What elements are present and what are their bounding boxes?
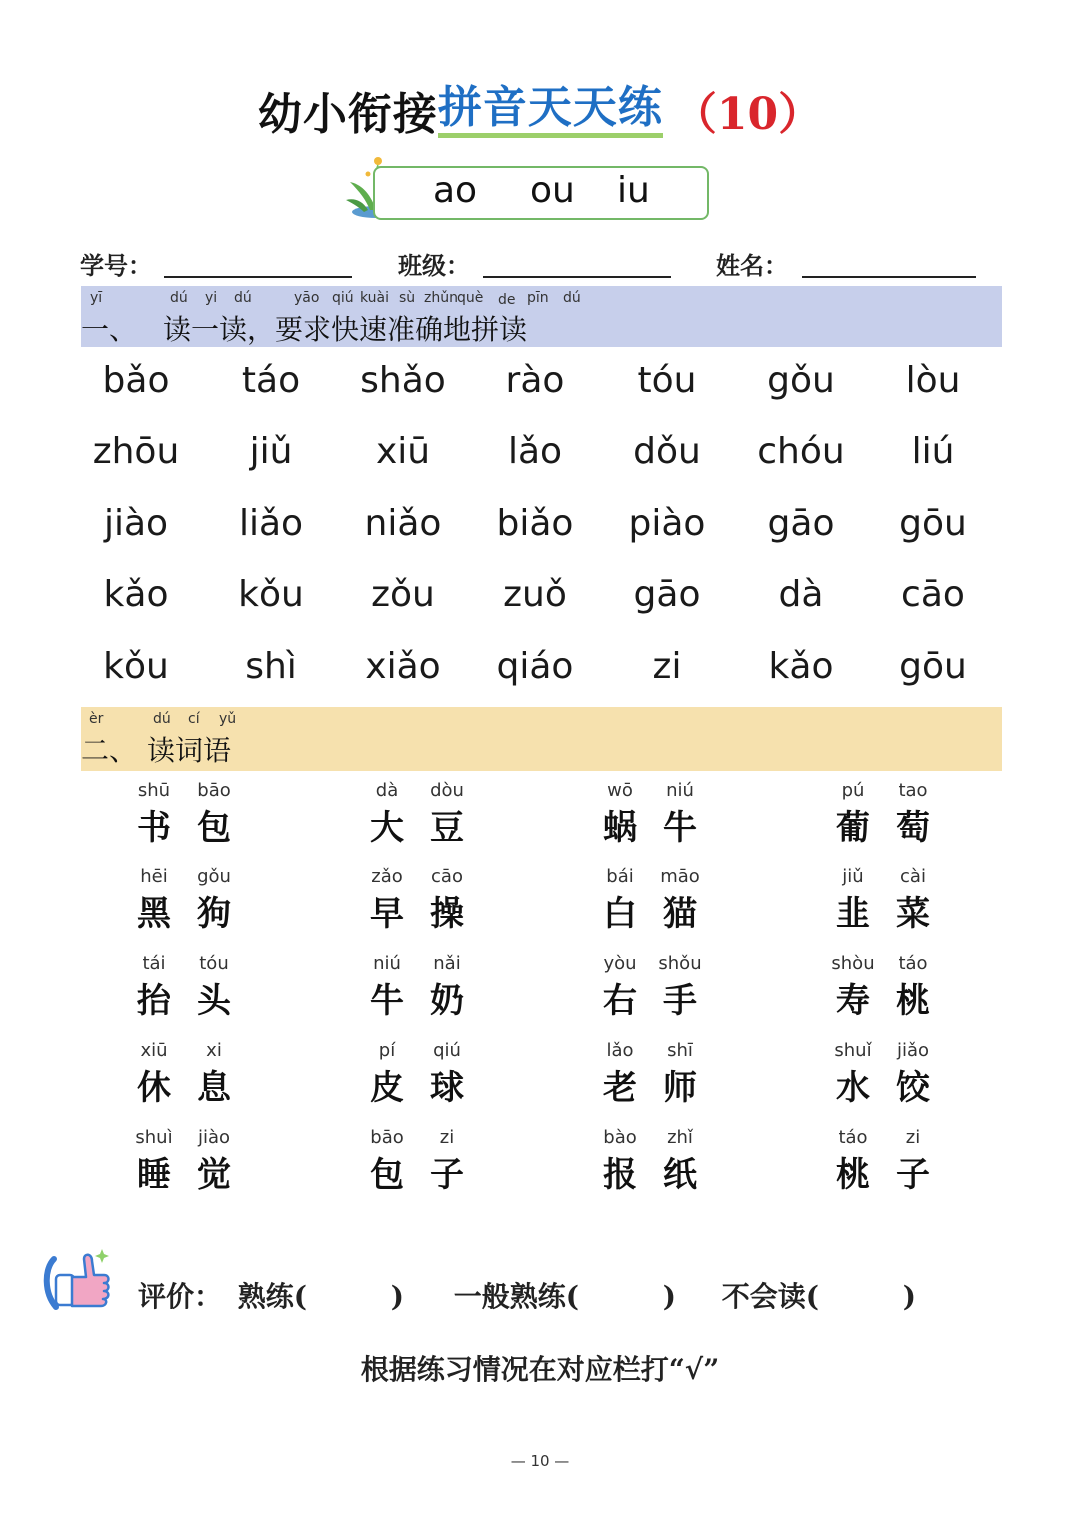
section2-ruby: cí xyxy=(188,711,200,727)
pinyin-syllable: gāo xyxy=(633,574,701,615)
word-character: 狗 xyxy=(197,894,231,934)
option-cannot-close[interactable]: ) xyxy=(902,1280,917,1313)
word-character: 包 xyxy=(370,1155,404,1195)
word-pinyin: tóu xyxy=(199,953,229,974)
section1-number: 一、 xyxy=(81,313,138,346)
vowel-box xyxy=(373,166,709,220)
word-character: 老 xyxy=(603,1068,637,1108)
word-character: 牛 xyxy=(370,981,404,1021)
section1-ruby: dú xyxy=(234,290,252,306)
word-pinyin: cài xyxy=(900,866,926,887)
word-character: 大 xyxy=(370,808,404,848)
option-cannot-label: 不会读( xyxy=(721,1280,820,1313)
word-character: 白 xyxy=(603,894,637,934)
pinyin-syllable: dà xyxy=(778,574,824,615)
word-pinyin: tái xyxy=(142,953,166,974)
pinyin-syllable: zhōu xyxy=(92,431,180,472)
word-pinyin: shū xyxy=(137,780,171,801)
word-pinyin: pí xyxy=(378,1040,396,1061)
word-pinyin: bào xyxy=(603,1127,637,1148)
word-character: 手 xyxy=(663,981,697,1021)
word-character: 皮 xyxy=(370,1068,404,1108)
word-pinyin: jiǔ xyxy=(842,866,864,887)
pinyin-syllable: jiǔ xyxy=(249,431,293,472)
word-pinyin: gǒu xyxy=(197,866,231,887)
word-pinyin: nǎi xyxy=(433,953,461,974)
word-pinyin: pú xyxy=(841,780,865,801)
vowel-ao: ao xyxy=(433,170,478,211)
pinyin-syllable: niǎo xyxy=(364,503,442,544)
word-pinyin: bāo xyxy=(197,780,231,801)
word-pinyin: niú xyxy=(666,780,694,801)
word-character: 蜗 xyxy=(603,808,637,848)
word-character: 韭 xyxy=(836,894,870,934)
section1-ruby: yi xyxy=(205,290,218,306)
title-part2: 拼音天天练 xyxy=(438,83,663,138)
section1-ruby: què xyxy=(457,290,484,306)
word-character: 奶 xyxy=(430,981,464,1021)
pinyin-syllable: dǒu xyxy=(633,431,701,472)
section1-ruby: dú xyxy=(170,290,188,306)
word-character: 觉 xyxy=(197,1155,231,1195)
section2-ruby: èr xyxy=(89,711,104,727)
pinyin-syllable: qiáo xyxy=(496,646,574,687)
word-pinyin: bái xyxy=(606,866,634,887)
pinyin-syllable: cāo xyxy=(901,574,965,615)
word-pinyin: xi xyxy=(206,1040,222,1061)
section2-header xyxy=(81,707,1002,771)
title-part3: （10） xyxy=(672,89,823,140)
word-pinyin: bāo xyxy=(370,1127,404,1148)
pinyin-syllable: tóu xyxy=(637,360,697,401)
page-title xyxy=(0,78,1080,142)
pinyin-syllable: shì xyxy=(245,646,297,687)
section1-ruby: zhǔn xyxy=(424,290,458,306)
word-character: 水 xyxy=(836,1068,870,1108)
word-pinyin: zi xyxy=(905,1127,921,1148)
word-pinyin: lǎo xyxy=(606,1040,634,1061)
word-character: 黑 xyxy=(137,894,171,934)
word-character: 操 xyxy=(430,894,464,934)
word-character: 抬 xyxy=(137,981,171,1021)
pinyin-syllable: xiǎo xyxy=(365,646,441,687)
instruction-text: 根据练习情况在对应栏打“√” xyxy=(360,1353,720,1386)
word-pinyin: xiū xyxy=(140,1040,168,1061)
student-id-field[interactable] xyxy=(164,276,352,278)
section2-ruby: yǔ xyxy=(219,711,237,727)
class-label: 班级： xyxy=(398,251,470,280)
pinyin-syllable: jiào xyxy=(103,503,169,544)
pinyin-syllable: lǎo xyxy=(507,431,563,472)
pinyin-syllable: kǎo xyxy=(103,574,169,615)
word-pinyin: niú xyxy=(373,953,401,974)
pinyin-syllable: kǒu xyxy=(238,574,304,615)
pinyin-syllable: bǎo xyxy=(102,360,170,401)
pinyin-syllable: kǒu xyxy=(103,646,169,687)
word-character: 休 xyxy=(137,1068,171,1108)
word-pinyin: yòu xyxy=(603,953,637,974)
word-pinyin: tao xyxy=(898,780,928,801)
section1-ruby: sù xyxy=(399,290,416,306)
section1-ruby: qiú xyxy=(332,290,354,306)
word-character: 葡 xyxy=(836,808,870,848)
word-character: 头 xyxy=(197,981,231,1021)
title-part1: 幼小衔接 xyxy=(257,89,438,140)
word-character: 师 xyxy=(663,1068,697,1108)
word-character: 息 xyxy=(197,1068,231,1108)
word-character: 豆 xyxy=(430,808,464,848)
pinyin-syllable: lòu xyxy=(905,360,961,401)
option-fluent-label: 熟练( xyxy=(237,1280,308,1313)
word-pinyin: shǒu xyxy=(658,953,702,974)
section1-ruby: de xyxy=(498,292,516,308)
option-average-close[interactable]: ) xyxy=(662,1280,677,1313)
page-number: — 10 — xyxy=(510,1452,570,1470)
pinyin-syllable: liǎo xyxy=(238,503,304,544)
evaluation-label: 评价： xyxy=(138,1280,223,1313)
name-label: 姓名： xyxy=(716,251,788,280)
section1-ruby: kuài xyxy=(360,290,390,306)
word-character: 桃 xyxy=(896,981,930,1021)
word-pinyin: shòu xyxy=(831,953,875,974)
word-character: 寿 xyxy=(836,981,870,1021)
pinyin-syllable: kǎo xyxy=(768,646,834,687)
word-character: 右 xyxy=(603,981,637,1021)
section1-ruby: dú xyxy=(563,290,581,306)
word-character: 桃 xyxy=(836,1155,870,1195)
section1-title: 读一读，要求快速准确地拼读 xyxy=(163,313,528,346)
class-field[interactable] xyxy=(483,276,671,278)
word-pinyin: dòu xyxy=(430,780,464,801)
section2-title: 读词语 xyxy=(147,734,232,767)
pinyin-syllable: chóu xyxy=(757,431,845,472)
word-pinyin: māo xyxy=(660,866,700,887)
section2-ruby: dú xyxy=(153,711,171,727)
section1-ruby: yī xyxy=(90,290,103,306)
word-character: 菜 xyxy=(896,894,930,934)
word-pinyin: shuǐ xyxy=(834,1040,872,1061)
word-pinyin: shī xyxy=(667,1040,693,1061)
word-pinyin: táo xyxy=(838,1127,868,1148)
pinyin-syllable: zi xyxy=(652,646,682,687)
pinyin-syllable: gǒu xyxy=(767,360,835,401)
word-pinyin: dà xyxy=(375,780,399,801)
word-pinyin: wō xyxy=(607,780,633,801)
evaluation-row xyxy=(138,1275,916,1315)
word-pinyin: táo xyxy=(898,953,928,974)
pinyin-syllable: rào xyxy=(505,360,565,401)
pinyin-syllable: biǎo xyxy=(496,503,574,544)
pinyin-syllable: zuǒ xyxy=(503,574,567,615)
word-character: 书 xyxy=(137,808,171,848)
section1-ruby: yāo xyxy=(294,290,320,306)
thumbs-up-icon xyxy=(40,1245,115,1315)
pinyin-syllable: liú xyxy=(911,431,955,472)
student-id-label: 学号： xyxy=(80,251,152,280)
word-character: 报 xyxy=(603,1155,637,1195)
word-character: 猫 xyxy=(663,894,697,934)
word-pinyin: zi xyxy=(439,1127,455,1148)
word-character: 包 xyxy=(197,808,231,848)
pinyin-syllable: táo xyxy=(241,360,301,401)
word-pinyin: qiú xyxy=(433,1040,461,1061)
option-average-label: 一般熟练( xyxy=(453,1280,580,1313)
pinyin-syllable: xiū xyxy=(375,431,431,472)
word-character: 纸 xyxy=(663,1155,697,1195)
section1-header xyxy=(81,286,1002,347)
word-character: 饺 xyxy=(896,1068,930,1108)
pinyin-syllable: zǒu xyxy=(371,574,435,615)
word-pinyin: jiǎo xyxy=(896,1040,930,1061)
name-field[interactable] xyxy=(802,276,976,278)
section1-ruby: pīn xyxy=(527,290,549,306)
word-character: 球 xyxy=(430,1068,464,1108)
vowel-iu: iu xyxy=(617,170,650,211)
pinyin-syllable: gōu xyxy=(899,646,967,687)
word-pinyin: zhǐ xyxy=(667,1127,693,1148)
word-pinyin: zǎo xyxy=(371,866,403,887)
pinyin-syllable: shǎo xyxy=(360,360,446,401)
pinyin-syllable: gōu xyxy=(899,503,967,544)
word-character: 萄 xyxy=(896,808,930,848)
pinyin-syllable: gāo xyxy=(767,503,835,544)
word-character: 早 xyxy=(370,894,404,934)
word-pinyin: cāo xyxy=(431,866,463,887)
option-fluent-close[interactable]: ) xyxy=(390,1280,405,1313)
word-character: 睡 xyxy=(137,1155,171,1195)
word-character: 子 xyxy=(430,1155,464,1195)
word-pinyin: jiào xyxy=(197,1127,231,1148)
word-character: 子 xyxy=(896,1155,930,1195)
vowel-ou: ou xyxy=(530,170,575,211)
section2-number: 二、 xyxy=(81,734,138,767)
word-pinyin: shuì xyxy=(135,1127,173,1148)
pinyin-syllable: piào xyxy=(628,503,706,544)
word-pinyin: hēi xyxy=(140,866,168,887)
word-character: 牛 xyxy=(663,808,697,848)
